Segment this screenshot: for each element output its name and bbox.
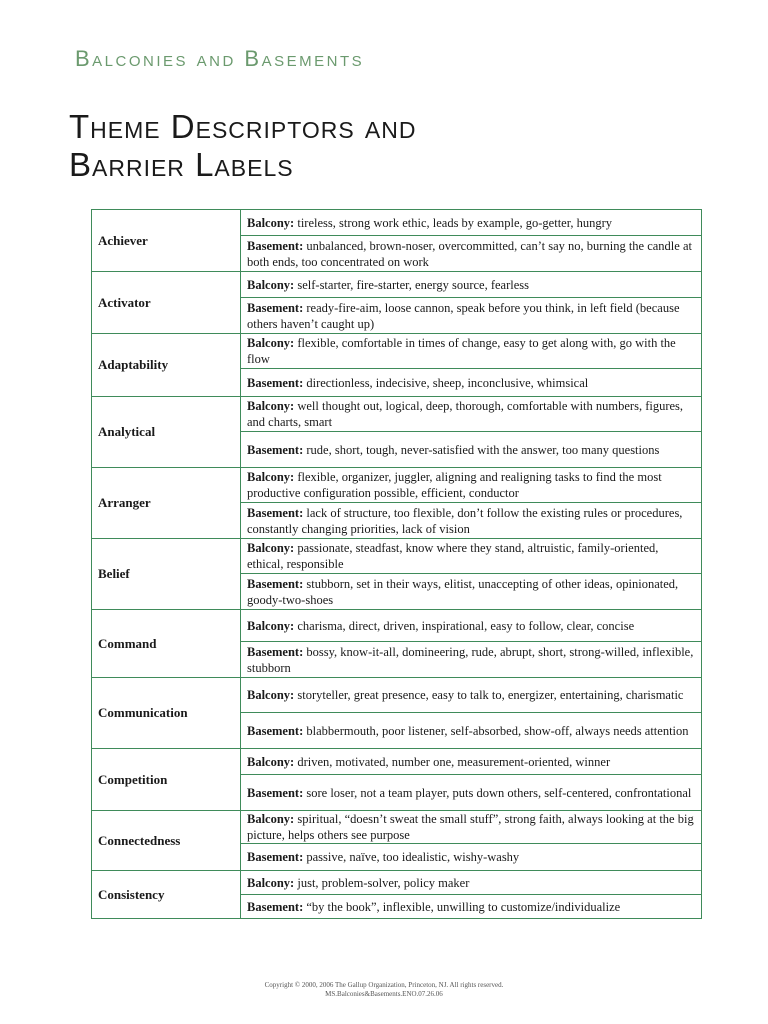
balcony-label: Balcony: xyxy=(247,754,295,769)
basement-label: Basement: xyxy=(247,576,304,591)
basement-cell xyxy=(241,503,702,539)
page-title xyxy=(69,108,416,184)
theme-name: Adaptability xyxy=(92,334,241,397)
theme-row xyxy=(92,749,702,775)
balcony-label: Balcony: xyxy=(247,875,295,890)
basement-label: Basement: xyxy=(247,644,304,659)
balcony-cell xyxy=(241,397,702,432)
basement-cell xyxy=(241,574,702,610)
basement-label: Basement: xyxy=(247,850,304,864)
theme-row xyxy=(92,334,702,369)
balcony-cell xyxy=(241,811,702,844)
balcony-cell xyxy=(241,678,702,713)
page-title-line-1: Theme Descriptors and xyxy=(69,108,417,145)
theme-descriptors-table xyxy=(91,209,702,919)
basement-label: Basement: xyxy=(247,375,304,390)
balcony-cell xyxy=(241,610,702,642)
balcony-cell xyxy=(241,871,702,895)
balcony-cell xyxy=(241,749,702,775)
basement-cell xyxy=(241,432,702,468)
balcony-text: self-starter, fire-starter, energy source, fearless xyxy=(297,277,529,292)
basement-text: blabbermouth, poor listener, self-absorbed, show-off, always needs attention xyxy=(306,723,689,738)
basement-cell xyxy=(241,775,702,811)
balcony-cell xyxy=(241,210,702,236)
document-kicker: Balconies and Basements xyxy=(75,46,365,71)
basement-cell xyxy=(241,369,702,397)
footer-copyright: Copyright © 2000, 2006 The Gallup Organization, Princeton, NJ. All rights reserved. xyxy=(264,981,504,989)
basement-cell xyxy=(241,844,702,871)
theme-row xyxy=(92,871,702,895)
theme-name: Connectedness xyxy=(92,811,241,871)
basement-text: stubborn, set in their ways, elitist, unaccepting of other ideas, opinionated, goody-two-shoes xyxy=(247,576,679,607)
theme-name: Competition xyxy=(92,749,241,811)
basement-label: Basement: xyxy=(247,442,304,457)
balcony-text: flexible, organizer, juggler, aligning and realigning tasks to find the most productive configuration possible, efficient, conductor xyxy=(247,470,662,500)
basement-cell xyxy=(241,236,702,272)
basement-text: bossy, know-it-all, domineering, rude, abrupt, short, strong-willed, inflexible, stubborn xyxy=(247,644,694,675)
basement-label: Basement: xyxy=(247,238,304,253)
basement-cell xyxy=(241,713,702,749)
balcony-text: driven, motivated, number one, measurement-oriented, winner xyxy=(297,754,611,769)
theme-name: Achiever xyxy=(92,210,241,272)
theme-name: Communication xyxy=(92,678,241,749)
theme-name: Activator xyxy=(92,272,241,334)
basement-label: Basement: xyxy=(247,505,304,520)
balcony-cell xyxy=(241,539,702,574)
theme-name: Analytical xyxy=(92,397,241,468)
page-title-line-2: Barrier Labels xyxy=(69,146,294,183)
basement-cell xyxy=(241,642,702,678)
theme-table-body xyxy=(92,210,702,919)
basement-text: sore loser, not a team player, puts down others, self-centered, confrontational xyxy=(306,785,692,800)
basement-label: Basement: xyxy=(247,300,304,315)
balcony-cell xyxy=(241,272,702,298)
balcony-text: just, problem-solver, policy maker xyxy=(297,875,470,890)
basement-text: ready-fire-aim, loose cannon, speak before you think, in left field (because others haven’t caught up) xyxy=(247,300,680,331)
balcony-label: Balcony: xyxy=(247,215,295,230)
balcony-text: well thought out, logical, deep, thorough, comfortable with numbers, figures, and charts, smart xyxy=(247,399,684,429)
basement-cell xyxy=(241,298,702,334)
balcony-label: Balcony: xyxy=(247,618,295,633)
balcony-text: charisma, direct, driven, inspirational, easy to follow, clear, concise xyxy=(297,618,635,633)
theme-row xyxy=(92,610,702,642)
footer xyxy=(0,981,768,999)
basement-text: directionless, indecisive, sheep, inconclusive, whimsical xyxy=(306,375,589,390)
theme-row xyxy=(92,468,702,503)
theme-row xyxy=(92,272,702,298)
basement-text: rude, short, tough, never-satisfied with the answer, too many questions xyxy=(306,442,660,457)
basement-text: lack of structure, too flexible, don’t follow the existing rules or procedures, constantly changing priorities, lack of vision xyxy=(247,505,683,536)
balcony-cell xyxy=(241,468,702,503)
balcony-cell xyxy=(241,334,702,369)
balcony-text: flexible, comfortable in times of change, easy to get along with, go with the flow xyxy=(247,336,676,366)
theme-name: Command xyxy=(92,610,241,678)
theme-name: Arranger xyxy=(92,468,241,539)
basement-label: Basement: xyxy=(247,899,304,914)
balcony-label: Balcony: xyxy=(247,277,295,292)
theme-name: Belief xyxy=(92,539,241,610)
theme-row xyxy=(92,811,702,844)
balcony-label: Balcony: xyxy=(247,688,295,702)
theme-row xyxy=(92,678,702,713)
basement-text: passive, naïve, too idealistic, wishy-washy xyxy=(306,850,520,864)
balcony-label: Balcony: xyxy=(247,399,295,413)
balcony-label: Balcony: xyxy=(247,812,295,826)
theme-row xyxy=(92,539,702,574)
balcony-text: spiritual, “doesn’t sweat the small stuff”, strong faith, always looking at the big picture, helps others see purpose xyxy=(247,812,694,842)
basement-cell xyxy=(241,895,702,919)
balcony-text: storyteller, great presence, easy to talk to, energizer, entertaining, charismatic xyxy=(297,688,684,702)
theme-row xyxy=(92,210,702,236)
basement-text: unbalanced, brown-noser, overcommitted, can’t say no, burning the candle at both ends, too concentrated on work xyxy=(247,238,692,269)
balcony-label: Balcony: xyxy=(247,336,295,350)
balcony-label: Balcony: xyxy=(247,470,295,484)
basement-label: Basement: xyxy=(247,785,304,800)
balcony-label: Balcony: xyxy=(247,541,295,555)
theme-name: Consistency xyxy=(92,871,241,919)
footer-doc-code: MS.Balconies&Basements.ENO.07.26.06 xyxy=(325,990,443,998)
balcony-text: tireless, strong work ethic, leads by example, go-getter, hungry xyxy=(297,215,613,230)
balcony-text: passionate, steadfast, know where they stand, altruistic, family-oriented, ethical, responsible xyxy=(247,541,659,571)
theme-row xyxy=(92,397,702,432)
basement-label: Basement: xyxy=(247,723,304,738)
basement-text: “by the book”, inflexible, unwilling to customize/individualize xyxy=(306,899,621,914)
